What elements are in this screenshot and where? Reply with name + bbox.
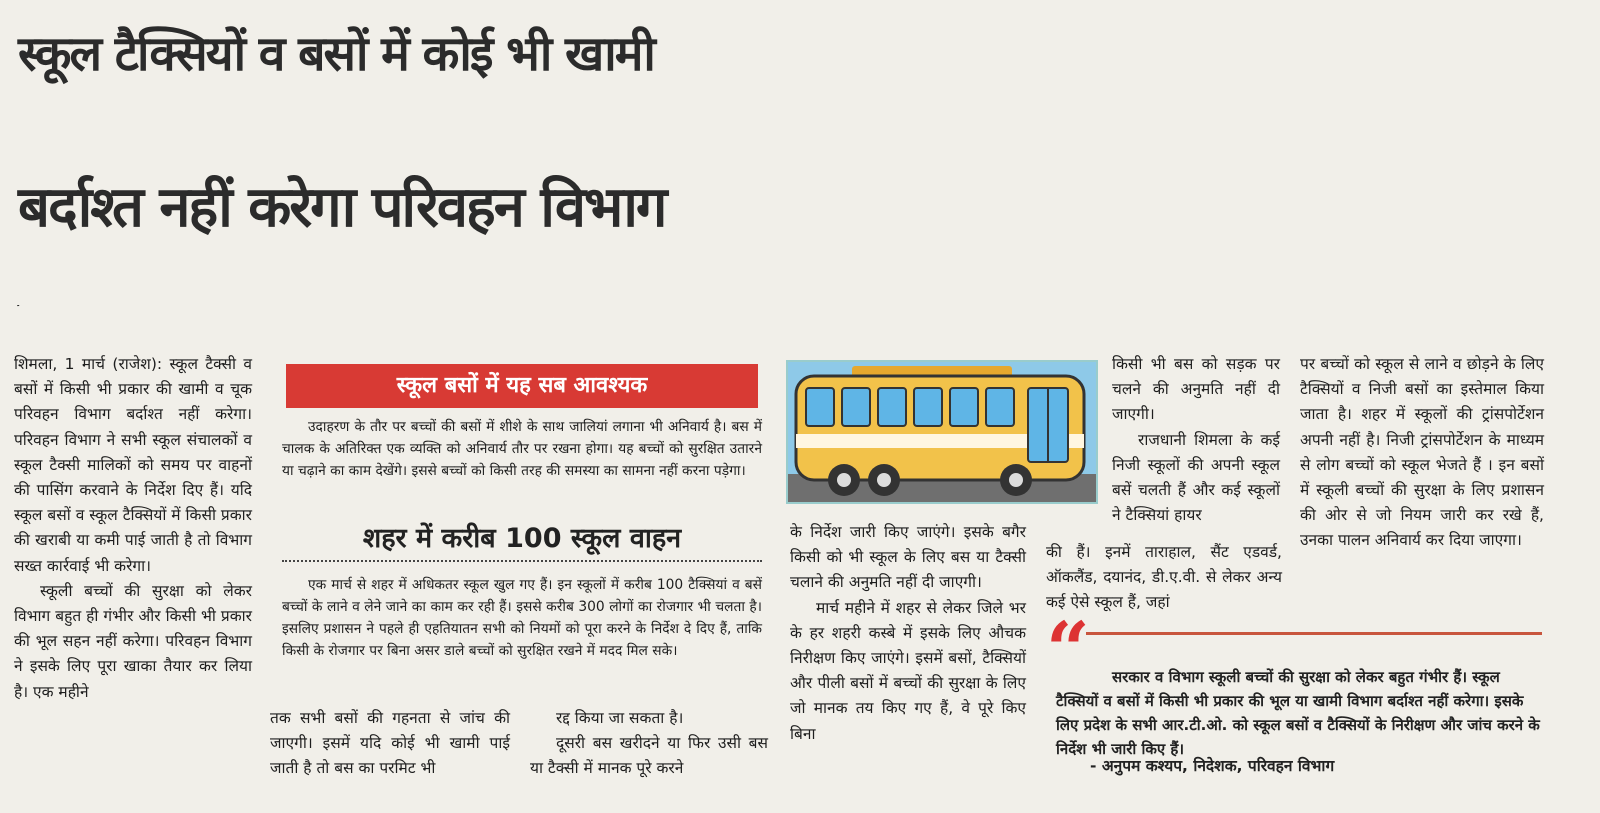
paragraph: किसी भी बस को सड़क पर चलने की अनुमति नहीं दी जाएगी। <box>1112 355 1280 424</box>
subheadline <box>18 306 1588 307</box>
paragraph: पर बच्चों को स्कूल से लाने व छोड़ने के लिए टैक्सियों व निजी बसों का इस्तेमाल किया जाता है। शहर में स्कूलों की ट्रांसपोर्टेशन अपनी नहीं है। निजी ट्रांसपोर्टेशन के माध्यम से लोग बच्चों को स्कूल भेजते हैं । इन बसों में स्कूली बच्चों की सुरक्षा के लिए प्रशासन की ओर से जो नियम जारी कर रखे हैं, उनका पालन अनिवार्य कर दिया जाएगा। <box>1300 355 1544 550</box>
section-text <box>282 574 762 662</box>
paragraph: एक मार्च से शहर में अधिकतर स्कूल खुल गए हैं। इन स्कूलों में करीब 100 टैक्सियां व बसें बच्चों के लाने व लेने जाने का काम कर रही हैं। इससे करीब 300 लोगों का रोजगार भी चलता है। इसलिए प्रशासन ने पहले ही एहतियातन सभी को नियमों को पूरा करने के निर्देश दे दिए हैं, ताकि किसी के रोजगार पर बिना असर डाले बच्चों को सुरक्षित रखने में मदद मिल सके। <box>282 577 762 659</box>
paragraph: तक सभी बसों की गहनता से जांच की जाएगी। इसमें यदि कोई भी खामी पाई जाती है तो बस का परमिट भी <box>270 709 510 778</box>
headline-line-1: स्कूल टैक्सियों व बसों में कोई भी खामी <box>18 26 654 82</box>
quote-divider <box>1086 632 1542 635</box>
dotted-divider <box>282 560 762 562</box>
article-column-1 <box>14 352 252 705</box>
article-column-2b <box>530 706 768 782</box>
bus-illustration <box>786 360 1098 504</box>
paragraph: दूसरी बस खरीदने या फिर उसी बस या टैक्सी में मानक पूरे करने <box>530 734 768 778</box>
article-column-2a <box>270 706 510 782</box>
quote-icon: “ <box>1046 605 1090 694</box>
paragraph: उदाहरण के तौर पर बच्चों की बसों में शीशे के साथ जालियां लगाना भी अनिवार्य है। बस में चालक के अतिरिक्त एक व्यक्ति को अनिवार्य तौर पर रखना होगा। यह बच्चों को सुरक्षित उतारने या चढ़ाने का काम देखेंगे। इससे बच्चों को किसी तरह की समस्या का सामना नहीं करना पड़ेगा। <box>282 419 762 479</box>
headline-line-2: बर्दाश्त नहीं करेगा परिवहन विभाग <box>18 175 666 240</box>
article-column-3a <box>790 520 1026 747</box>
section-heading: शहर में करीब 100 स्कूल वाहन <box>362 523 682 554</box>
paragraph: मार्च महीने में शहर से लेकर जिले भर के हर शहरी कस्बे में इसके लिए औचक निरीक्षण किए जाएंगे। इसमें बसों, टैक्सियों और पीली बसों में बच्चों की सुरक्षा के लिए जो मानक तय किए गए हैं, वे पूरे किए बिना <box>790 598 1026 743</box>
bus-icon <box>788 362 1096 502</box>
paragraph: शिमला, 1 मार्च (राजेश): स्कूल टैक्सी व बसों में किसी भी प्रकार की खामी व चूक परिवहन विभाग बर्दाश्त नहीं करेगा। परिवहन विभाग ने सभी स्कूल संचालकों व स्कूल टैक्सी मालिकों को समय पर वाहनों की पासिंग करवाने के निर्देश दिए हैं। यदि स्कूल बसों व स्कूल टैक्सियों में किसी प्रकार की खराबी या कमी पाई जाती है तो विभाग सख्त कार्रवाई भी करेगा। <box>14 355 252 575</box>
paragraph: की हैं। इनमें ताराहाल, सैंट एडवर्ड, ऑकलैंड, दयानंद, डी.ए.वी. से लेकर अन्य कई ऐसे स्कूल हैं, जहां <box>1046 543 1282 612</box>
sidebar-box-text <box>282 416 762 482</box>
quote-text: सरकार व विभाग स्कूली बच्चों की सुरक्षा को लेकर बहुत गंभीर हैं। स्कूल टैक्सियों व बसों में किसी भी प्रकार की भूल या खामी विभाग बर्दाश्त नहीं करेगा। इसके लिए प्रदेश के सभी आर.टी.ओ. को स्कूल बसों व टैक्सियों के निरीक्षण और जांच करने के निर्देश भी जारी किए हैं। <box>1056 668 1540 758</box>
paragraph: रद्द किया जा सकता है। <box>556 709 684 727</box>
paragraph: राजधानी शिमला के कई निजी स्कूलों की अपनी स्कूल बसें चलती हैं और कई स्कूलों ने टैक्सियां हायर <box>1112 430 1280 525</box>
quote-byline: - अनुपम कश्यप, निदेशक, परिवहन विभाग <box>1090 757 1335 775</box>
paragraph: स्कूली बच्चों की सुरक्षा को लेकर विभाग बहुत ही गंभीर और किसी भी प्रकार की भूल सहन नहीं करेगा। परिवहन विभाग ने इसके लिए पूरा खाका तैयार कर लिया है। एक महीने <box>14 581 252 701</box>
article-column-3b <box>1112 352 1280 528</box>
sidebar-box-title: स्कूल बसों में यह सब आवश्यक <box>286 364 758 408</box>
article-column-4 <box>1300 352 1544 554</box>
paragraph: के निर्देश जारी किए जाएंगे। इसके बगैर किसी को भी स्कूल के लिए बस या टैक्सी चलाने की अनुमति नहीं दी जाएगी। <box>790 523 1026 592</box>
